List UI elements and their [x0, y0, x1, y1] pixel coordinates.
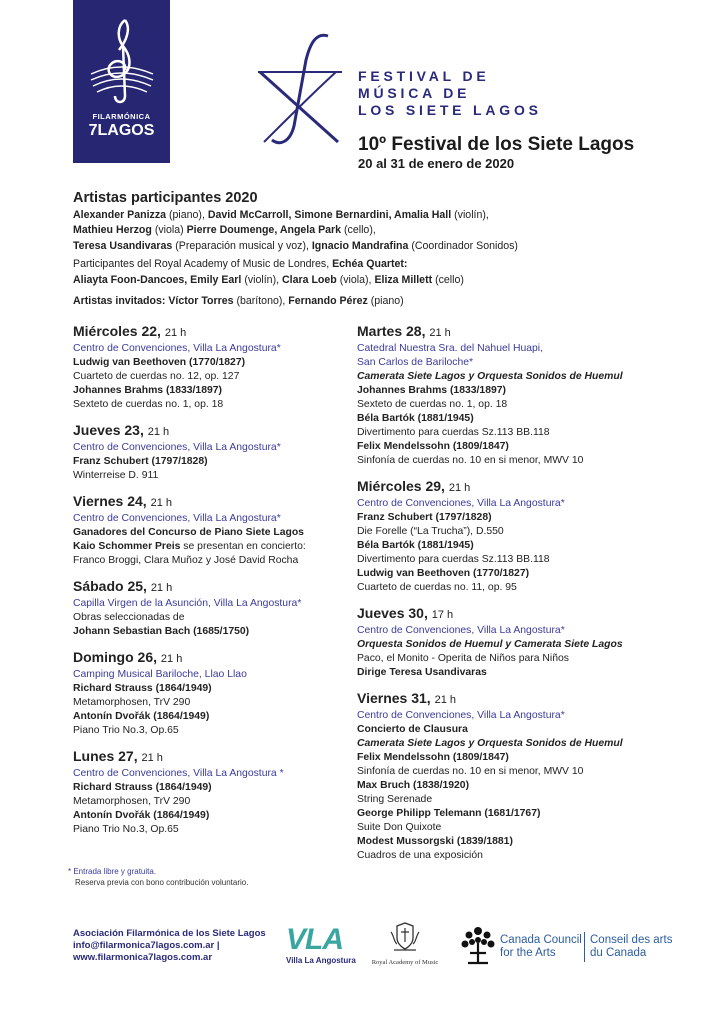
artists-line [73, 223, 673, 238]
work-title: Suite Don Quixote [357, 822, 442, 833]
work-title: Divertimento para cuerdas Sz.113 BB.118 [357, 554, 550, 565]
concert-event [73, 577, 341, 639]
composer: Johann Sebastian Bach (1685/1750) [73, 626, 250, 637]
artist-name: Aliayta Foon-Dancoes, Emily Earl [73, 273, 242, 286]
canada-council-en [500, 934, 582, 960]
festival-dates: 20 al 31 de enero de 2020 [358, 156, 515, 171]
crest-icon [388, 922, 422, 952]
artist-name: Alexander Panizza [73, 209, 167, 221]
concert-event [73, 648, 341, 738]
work-title: Die Forelle (“La Trucha”), D.550 [357, 526, 504, 537]
composer: Franz Schubert (1797/1828) [73, 456, 208, 467]
vla-name: Villa La Angostura [286, 956, 356, 965]
work-title: Piano Trio No.3, Op.65 [73, 725, 179, 736]
concert-day [357, 322, 657, 342]
artist-detail: (cello) [432, 273, 464, 286]
concert-day [73, 648, 341, 668]
footnote-line2: Reserva previa con bono contribución voluntario. [75, 878, 249, 887]
composer: Dirige Teresa Usandivaras [357, 667, 487, 678]
canada-council-icon [460, 925, 496, 965]
artist-detail: Participantes del Royal Academy of Music de Londres, [73, 258, 333, 271]
artists-line [73, 208, 673, 223]
composer: Concierto de Clausura [357, 724, 468, 735]
footnote [68, 866, 248, 888]
concert-event [73, 421, 341, 483]
concert-venue: Centro de Convenciones, Villa La Angostura* [73, 442, 281, 453]
concert-event [357, 689, 657, 863]
artist-detail: (piano) [367, 295, 404, 308]
artists-line [73, 257, 673, 272]
artist-detail: (viola) [151, 224, 187, 237]
concert-day [357, 689, 657, 709]
composer: Antonín Dvořák (1864/1949) [73, 711, 210, 722]
royal-academy-logo [370, 922, 440, 966]
guest-artists [73, 294, 673, 309]
ensemble: Camerata Siete Lagos y Orquesta Sonidos de Huemul [357, 371, 623, 382]
artist-detail: (violín), [241, 273, 282, 286]
concert-date: Viernes 24, [73, 493, 147, 509]
composer: Franz Schubert (1797/1828) [357, 512, 492, 523]
concert-time: 21 h [150, 582, 173, 594]
concert-venue: Centro de Convenciones, Villa La Angostura* [73, 513, 281, 524]
canada-council-fr-line1: Conseil des arts [590, 934, 673, 946]
work-title: String Serenade [357, 794, 433, 805]
work-title: Sinfonía de cuerdas no. 10 en si menor, MWV 10 [357, 766, 584, 777]
concert-venue: Centro de Convenciones, Villa La Angostura* [357, 625, 565, 636]
composer: George Philipp Telemann (1681/1767) [357, 808, 541, 819]
concert-event [73, 747, 341, 837]
artist-name: Teresa Usandivaras [73, 239, 173, 252]
vla-logo-text: VLA [286, 923, 343, 956]
artists-line [73, 239, 673, 254]
concert-day [73, 492, 341, 512]
ensemble: Camerata Siete Lagos y Orquesta Sonidos de Huemul [357, 738, 623, 749]
concert-event [73, 492, 341, 568]
filarmonica-logo [73, 0, 170, 163]
logo-line1: FILARMÓNICA [92, 112, 151, 121]
composer: Felix Mendelssohn (1809/1847) [357, 752, 509, 763]
concert-time: 21 h [147, 426, 170, 438]
work-title: Metamorphosen, TrV 290 [73, 796, 191, 807]
work-title: Cuadros de una exposición [357, 850, 483, 861]
concert-event [357, 477, 657, 595]
work-title: Obras seleccionadas de [73, 612, 185, 623]
concert-time: 21 h [448, 482, 471, 494]
concerts-left-column [73, 322, 341, 846]
concert-date: Jueves 30, [357, 605, 428, 621]
artist-detail: (viola), [336, 273, 375, 286]
concert-time: 17 h [431, 609, 454, 621]
performer-detail: se presentan en concierto: [180, 541, 306, 552]
concert-venue: Centro de Convenciones, Villa La Angostura * [73, 768, 284, 779]
composer: Johannes Brahms (1833/1897) [73, 385, 223, 396]
concert-venue: Centro de Convenciones, Villa La Angostura* [73, 343, 281, 354]
concert-time: 21 h [141, 752, 163, 764]
artist-name: Mathieu Herzog [73, 224, 152, 237]
work-title: Sexteto de cuerdas no. 1, op. 18 [73, 399, 224, 410]
concert-date: Miércoles 29, [357, 478, 445, 494]
artists-line [73, 273, 673, 288]
concert-time: 21 h [434, 694, 456, 706]
footer-contact [73, 928, 266, 964]
performer-name: Kaio Schommer Preis [73, 541, 181, 552]
composer: Max Bruch (1838/1920) [357, 780, 470, 791]
concert-date: Sábado 25, [73, 578, 147, 594]
composer: Richard Strauss (1864/1949) [73, 782, 212, 793]
canada-council-fr [590, 934, 672, 960]
composer: Richard Strauss (1864/1949) [73, 683, 212, 694]
vla-logo [286, 925, 356, 965]
composer: Béla Bartók (1881/1945) [357, 540, 474, 551]
artists-lines [73, 208, 673, 288]
artist-detail: (cello), [341, 224, 376, 237]
concert-day [73, 577, 341, 597]
composer: Ganadores del Concurso de Piano Siete Lagos [73, 527, 304, 538]
artist-name: Pierre Doumenge, Angela Park [186, 224, 342, 237]
page-title: 10º Festival de los Siete Lagos [358, 134, 635, 155]
concert-date: Jueves 23, [73, 422, 144, 438]
artist-detail: (piano), [166, 209, 208, 221]
concert-time: 21 h [429, 327, 451, 339]
work-title: Metamorphosen, TrV 290 [73, 697, 191, 708]
artist-name: Echéa Quartet: [332, 258, 408, 271]
logo-line2: 7LAGOS [88, 122, 155, 139]
work-title: Piano Trio No.3, Op.65 [73, 824, 179, 835]
composer: Antonín Dvořák (1864/1949) [73, 810, 210, 821]
composer: Modest Mussorgski (1839/1881) [357, 836, 513, 847]
work-title: Sexteto de cuerdas no. 1, op. 18 [357, 399, 508, 410]
work-title: Divertimento para cuerdas Sz.113 BB.118 [357, 427, 550, 438]
concert-day [73, 747, 341, 767]
festival-line1: FESTIVAL DE [358, 68, 490, 84]
canada-council-fr-line2: du Canada [590, 947, 647, 959]
composer: Ludwig van Beethoven (1770/1827) [357, 568, 530, 579]
concert-date: Lunes 27, [73, 748, 138, 764]
artist-detail: (Coordinador Sonidos) [408, 239, 518, 252]
footer-org: Asociación Filarmónica de los Siete Lagos [73, 928, 266, 939]
concerts-right-column [357, 322, 657, 872]
artist-name: Clara Loeb [282, 273, 337, 286]
concert-event [357, 604, 657, 680]
concert-time: 21 h [160, 653, 183, 665]
concert-date: Miércoles 22, [73, 323, 161, 339]
artist-detail: (barítono), [233, 295, 289, 308]
festival-line2: MÚSICA DE [358, 85, 471, 101]
composer: Béla Bartók (1881/1945) [357, 413, 474, 424]
footnote-line1: * Entrada libre y gratuita. [68, 867, 157, 876]
composer: Johannes Brahms (1833/1897) [357, 385, 507, 396]
work-title: Cuarteto de cuerdas no. 11, op. 95 [357, 582, 517, 593]
artist-detail: (violín), [451, 209, 489, 221]
concert-time: 21 h [150, 497, 172, 509]
artists-heading: Artistas participantes 2020 [73, 190, 258, 206]
composer: Ludwig van Beethoven (1770/1827) [73, 357, 246, 368]
concert-time: 21 h [164, 327, 187, 339]
concert-date: Domingo 26, [73, 649, 158, 665]
work-title: Cuarteto de cuerdas no. 12, op. 127 [73, 371, 240, 382]
artist-name: Ignacio Mandrafina [311, 239, 409, 252]
artist-name: Artistas invitados: Víctor Torres [73, 295, 234, 308]
festival-emblem-icon [250, 30, 350, 150]
canada-divider [584, 932, 585, 962]
concert-event [357, 322, 657, 468]
work-title: Winterreise D. 911 [73, 470, 159, 481]
concert-day [357, 477, 657, 497]
treble-clef-icon [73, 0, 170, 110]
work-title: Sinfonía de cuerdas no. 10 en si menor, MWV 10 [357, 455, 584, 466]
artist-name: Fernando Pérez [288, 295, 368, 308]
work-title: Franco Broggi, Clara Muñoz y José David Rocha [73, 555, 299, 566]
artist-name: Eliza Millett [374, 273, 433, 286]
festival-name [358, 68, 542, 119]
concert-venue: Centro de Convenciones, Villa La Angostura* [357, 710, 565, 721]
concert-day [357, 604, 657, 624]
composer: Felix Mendelssohn (1809/1847) [357, 441, 509, 452]
footer-web[interactable]: www.filarmonica7lagos.com.ar [73, 952, 213, 963]
festival-line3: LOS SIETE LAGOS [358, 102, 542, 118]
concert-date: Viernes 31, [357, 690, 431, 706]
work-title: Paco, el Monito - Operita de Niños para Niños [357, 653, 569, 664]
concert-date: Martes 28, [357, 323, 426, 339]
artist-name: David McCarroll, Simone Bernardini, Amalia Hall [207, 209, 452, 221]
canada-council-en-line1: Canada Council [500, 934, 582, 946]
artists-section [73, 188, 673, 309]
concert-event [73, 322, 341, 412]
concert-venue: Camping Musical Bariloche, Llao Llao [73, 669, 247, 680]
artist-detail: (Preparación musical y voz), [172, 239, 312, 252]
concert-day [73, 421, 341, 441]
concert-day [73, 322, 341, 342]
canada-council-en-line2: for the Arts [500, 947, 556, 959]
concert-venue: Centro de Convenciones, Villa La Angostura* [357, 498, 565, 509]
concert-venue: San Carlos de Bariloche* [357, 357, 474, 368]
ensemble: Orquesta Sonidos de Huemul y Camerata Siete Lagos [357, 639, 623, 650]
footer-email[interactable]: info@filarmonica7lagos.com.ar | [73, 940, 220, 951]
concert-performers [73, 540, 341, 554]
royal-academy-name: Royal Academy of Music [371, 959, 439, 966]
concert-venue: Capilla Virgen de la Asunción, Villa La Angostura* [73, 598, 302, 609]
concert-venue: Catedral Nuestra Sra. del Nahuel Huapi, [357, 343, 543, 354]
